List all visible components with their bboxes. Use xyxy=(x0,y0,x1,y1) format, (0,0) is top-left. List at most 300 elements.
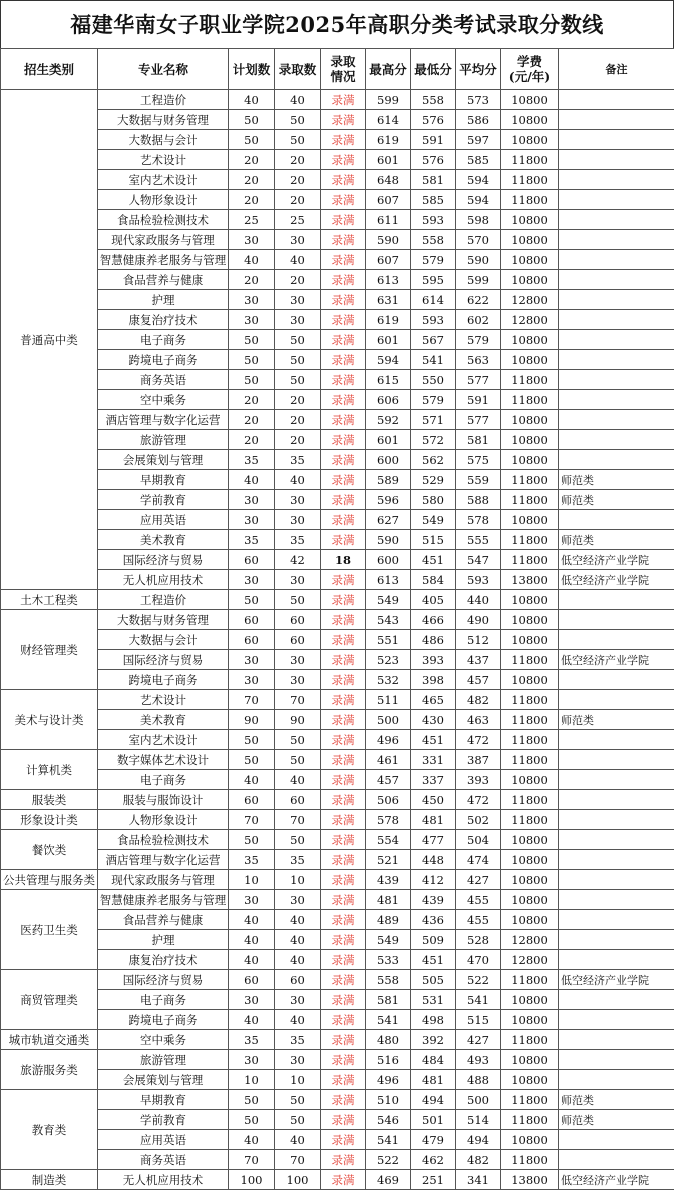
max-cell: 496 xyxy=(366,1070,411,1090)
min-cell: 591 xyxy=(411,130,456,150)
max-cell: 489 xyxy=(366,910,411,930)
status-cell: 录满 xyxy=(321,490,366,510)
major-cell: 学前教育 xyxy=(98,490,229,510)
status-cell: 录满 xyxy=(321,190,366,210)
major-cell: 现代家政服务与管理 xyxy=(98,230,229,250)
table-row xyxy=(1,1110,674,1130)
tuition-cell: 11800 xyxy=(501,490,559,510)
admitted-cell: 50 xyxy=(275,590,321,610)
tuition-cell: 10800 xyxy=(501,1010,559,1030)
admitted-cell: 60 xyxy=(275,630,321,650)
plan-cell: 50 xyxy=(229,330,275,350)
plan-cell: 30 xyxy=(229,1050,275,1070)
status-cell: 录满 xyxy=(321,270,366,290)
note-cell xyxy=(559,1010,674,1030)
max-cell: 496 xyxy=(366,730,411,750)
tuition-cell: 10800 xyxy=(501,770,559,790)
category-cell: 土木工程类 xyxy=(1,590,98,610)
plan-cell: 30 xyxy=(229,670,275,690)
max-cell: 578 xyxy=(366,810,411,830)
note-cell: 师范类 xyxy=(559,710,674,730)
plan-cell: 60 xyxy=(229,630,275,650)
status-cell: 录满 xyxy=(321,610,366,630)
status-cell: 录满 xyxy=(321,370,366,390)
table-row xyxy=(1,170,674,190)
header-avg: 平均分 xyxy=(456,49,501,90)
max-cell: 533 xyxy=(366,950,411,970)
note-cell xyxy=(559,170,674,190)
status-cell: 录满 xyxy=(321,210,366,230)
max-cell: 601 xyxy=(366,330,411,350)
major-cell: 大数据与财务管理 xyxy=(98,110,229,130)
status-cell: 录满 xyxy=(321,310,366,330)
admitted-cell: 40 xyxy=(275,770,321,790)
max-cell: 549 xyxy=(366,590,411,610)
note-cell xyxy=(559,290,674,310)
avg-cell: 622 xyxy=(456,290,501,310)
max-cell: 469 xyxy=(366,1170,411,1190)
avg-cell: 602 xyxy=(456,310,501,330)
min-cell: 251 xyxy=(411,1170,456,1190)
status-cell: 录满 xyxy=(321,630,366,650)
plan-cell: 50 xyxy=(229,730,275,750)
table-row xyxy=(1,590,674,610)
max-cell: 589 xyxy=(366,470,411,490)
plan-cell: 60 xyxy=(229,790,275,810)
tuition-cell: 11800 xyxy=(501,470,559,490)
admitted-cell: 70 xyxy=(275,1150,321,1170)
admitted-cell: 20 xyxy=(275,390,321,410)
max-cell: 581 xyxy=(366,990,411,1010)
table-row xyxy=(1,810,674,830)
major-cell: 大数据与财务管理 xyxy=(98,610,229,630)
category-cell: 制造类 xyxy=(1,1170,98,1190)
tuition-cell: 10800 xyxy=(501,410,559,430)
min-cell: 567 xyxy=(411,330,456,350)
min-cell: 398 xyxy=(411,670,456,690)
header-min: 最低分 xyxy=(411,49,456,90)
major-cell: 空中乘务 xyxy=(98,1030,229,1050)
note-cell xyxy=(559,250,674,270)
note-cell xyxy=(559,310,674,330)
admitted-cell: 60 xyxy=(275,610,321,630)
note-cell xyxy=(559,670,674,690)
min-cell: 558 xyxy=(411,90,456,110)
min-cell: 331 xyxy=(411,750,456,770)
plan-cell: 50 xyxy=(229,590,275,610)
min-cell: 595 xyxy=(411,270,456,290)
table-row xyxy=(1,1050,674,1070)
major-cell: 艺术设计 xyxy=(98,690,229,710)
avg-cell: 577 xyxy=(456,370,501,390)
plan-cell: 30 xyxy=(229,290,275,310)
tuition-cell: 12800 xyxy=(501,930,559,950)
admitted-cell: 20 xyxy=(275,150,321,170)
note-cell: 师范类 xyxy=(559,490,674,510)
avg-cell: 482 xyxy=(456,1150,501,1170)
min-cell: 501 xyxy=(411,1110,456,1130)
max-cell: 601 xyxy=(366,150,411,170)
min-cell: 584 xyxy=(411,570,456,590)
status-cell: 录满 xyxy=(321,430,366,450)
admitted-cell: 50 xyxy=(275,1090,321,1110)
avg-cell: 427 xyxy=(456,870,501,890)
min-cell: 481 xyxy=(411,1070,456,1090)
plan-cell: 35 xyxy=(229,450,275,470)
plan-cell: 50 xyxy=(229,350,275,370)
category-cell: 计算机类 xyxy=(1,750,98,790)
note-cell xyxy=(559,610,674,630)
status-cell: 录满 xyxy=(321,150,366,170)
max-cell: 601 xyxy=(366,430,411,450)
note-cell xyxy=(559,690,674,710)
note-cell: 师范类 xyxy=(559,530,674,550)
admitted-cell: 40 xyxy=(275,250,321,270)
status-cell: 录满 xyxy=(321,130,366,150)
category-cell: 财经管理类 xyxy=(1,610,98,690)
tuition-cell: 11800 xyxy=(501,810,559,830)
plan-cell: 50 xyxy=(229,830,275,850)
avg-cell: 598 xyxy=(456,210,501,230)
plan-cell: 40 xyxy=(229,250,275,270)
plan-cell: 30 xyxy=(229,310,275,330)
max-cell: 615 xyxy=(366,370,411,390)
note-cell xyxy=(559,130,674,150)
avg-cell: 547 xyxy=(456,550,501,570)
major-cell: 商务英语 xyxy=(98,370,229,390)
avg-cell: 577 xyxy=(456,410,501,430)
major-cell: 康复治疗技术 xyxy=(98,310,229,330)
admitted-cell: 30 xyxy=(275,510,321,530)
tuition-cell: 10800 xyxy=(501,270,559,290)
admitted-cell: 30 xyxy=(275,290,321,310)
note-cell xyxy=(559,590,674,610)
tuition-cell: 11800 xyxy=(501,1110,559,1130)
note-cell xyxy=(559,1150,674,1170)
major-cell: 早期教育 xyxy=(98,470,229,490)
max-cell: 511 xyxy=(366,690,411,710)
table-row xyxy=(1,890,674,910)
min-cell: 462 xyxy=(411,1150,456,1170)
admitted-cell: 30 xyxy=(275,230,321,250)
max-cell: 480 xyxy=(366,1030,411,1050)
tuition-cell: 10800 xyxy=(501,830,559,850)
min-cell: 481 xyxy=(411,810,456,830)
max-cell: 554 xyxy=(366,830,411,850)
tuition-cell: 10800 xyxy=(501,590,559,610)
min-cell: 466 xyxy=(411,610,456,630)
tuition-cell: 12800 xyxy=(501,290,559,310)
status-cell: 录满 xyxy=(321,950,366,970)
note-cell xyxy=(559,630,674,650)
table-row xyxy=(1,470,674,490)
plan-cell: 30 xyxy=(229,990,275,1010)
avg-cell: 470 xyxy=(456,950,501,970)
table-row xyxy=(1,750,674,770)
table-row xyxy=(1,730,674,750)
plan-cell: 40 xyxy=(229,910,275,930)
min-cell: 412 xyxy=(411,870,456,890)
avg-cell: 455 xyxy=(456,910,501,930)
status-cell: 录满 xyxy=(321,770,366,790)
avg-cell: 515 xyxy=(456,1010,501,1030)
avg-cell: 559 xyxy=(456,470,501,490)
status-cell: 录满 xyxy=(321,730,366,750)
note-cell xyxy=(559,410,674,430)
max-cell: 590 xyxy=(366,530,411,550)
admitted-cell: 30 xyxy=(275,890,321,910)
plan-cell: 50 xyxy=(229,750,275,770)
tuition-cell: 11800 xyxy=(501,170,559,190)
note-cell: 低空经济产业学院 xyxy=(559,970,674,990)
avg-cell: 490 xyxy=(456,610,501,630)
status-cell: 录满 xyxy=(321,450,366,470)
plan-cell: 20 xyxy=(229,190,275,210)
status-cell: 录满 xyxy=(321,1150,366,1170)
plan-cell: 40 xyxy=(229,1010,275,1030)
plan-cell: 60 xyxy=(229,550,275,570)
admitted-cell: 30 xyxy=(275,990,321,1010)
major-cell: 学前教育 xyxy=(98,1110,229,1130)
note-cell xyxy=(559,270,674,290)
status-cell: 录满 xyxy=(321,650,366,670)
table-row xyxy=(1,330,674,350)
status-cell: 录满 xyxy=(321,910,366,930)
plan-cell: 20 xyxy=(229,410,275,430)
max-cell: 596 xyxy=(366,490,411,510)
note-cell: 低空经济产业学院 xyxy=(559,1170,674,1190)
table-row xyxy=(1,1170,674,1190)
category-cell: 医药卫生类 xyxy=(1,890,98,970)
plan-cell: 20 xyxy=(229,430,275,450)
admitted-cell: 50 xyxy=(275,110,321,130)
note-cell xyxy=(559,350,674,370)
table-row xyxy=(1,1090,674,1110)
plan-cell: 60 xyxy=(229,970,275,990)
plan-cell: 35 xyxy=(229,1030,275,1050)
tuition-cell: 10800 xyxy=(501,110,559,130)
major-cell: 食品检验检测技术 xyxy=(98,830,229,850)
min-cell: 436 xyxy=(411,910,456,930)
category-cell: 形象设计类 xyxy=(1,810,98,830)
table-row xyxy=(1,650,674,670)
max-cell: 541 xyxy=(366,1010,411,1030)
table-row xyxy=(1,370,674,390)
table-row xyxy=(1,830,674,850)
table-body xyxy=(1,90,674,1190)
status-cell: 录满 xyxy=(321,230,366,250)
max-cell: 606 xyxy=(366,390,411,410)
min-cell: 531 xyxy=(411,990,456,1010)
plan-cell: 40 xyxy=(229,470,275,490)
major-cell: 无人机应用技术 xyxy=(98,1170,229,1190)
status-cell: 录满 xyxy=(321,590,366,610)
table-row xyxy=(1,870,674,890)
note-cell xyxy=(559,150,674,170)
max-cell: 532 xyxy=(366,670,411,690)
table-row xyxy=(1,570,674,590)
status-cell: 录满 xyxy=(321,530,366,550)
tuition-cell: 10800 xyxy=(501,890,559,910)
note-cell xyxy=(559,790,674,810)
note-cell xyxy=(559,870,674,890)
avg-cell: 341 xyxy=(456,1170,501,1190)
tuition-cell: 10800 xyxy=(501,1050,559,1070)
min-cell: 579 xyxy=(411,250,456,270)
min-cell: 549 xyxy=(411,510,456,530)
admitted-cell: 30 xyxy=(275,570,321,590)
table-row xyxy=(1,270,674,290)
avg-cell: 597 xyxy=(456,130,501,150)
min-cell: 585 xyxy=(411,190,456,210)
max-cell: 590 xyxy=(366,230,411,250)
min-cell: 448 xyxy=(411,850,456,870)
major-cell: 护理 xyxy=(98,290,229,310)
status-cell: 录满 xyxy=(321,350,366,370)
min-cell: 558 xyxy=(411,230,456,250)
avg-cell: 586 xyxy=(456,110,501,130)
max-cell: 551 xyxy=(366,630,411,650)
min-cell: 451 xyxy=(411,550,456,570)
major-cell: 美术教育 xyxy=(98,710,229,730)
major-cell: 室内艺术设计 xyxy=(98,170,229,190)
tuition-cell: 10800 xyxy=(501,210,559,230)
min-cell: 576 xyxy=(411,150,456,170)
admitted-cell: 40 xyxy=(275,90,321,110)
avg-cell: 472 xyxy=(456,790,501,810)
tuition-cell: 10800 xyxy=(501,230,559,250)
note-cell xyxy=(559,1070,674,1090)
tuition-cell: 11800 xyxy=(501,790,559,810)
admitted-cell: 50 xyxy=(275,730,321,750)
min-cell: 486 xyxy=(411,630,456,650)
admitted-cell: 40 xyxy=(275,1010,321,1030)
min-cell: 484 xyxy=(411,1050,456,1070)
tuition-cell: 13800 xyxy=(501,570,559,590)
status-cell: 录满 xyxy=(321,1010,366,1030)
status-cell: 录满 xyxy=(321,970,366,990)
admitted-cell: 10 xyxy=(275,870,321,890)
note-cell xyxy=(559,370,674,390)
min-cell: 337 xyxy=(411,770,456,790)
major-cell: 食品检验检测技术 xyxy=(98,210,229,230)
status-cell: 录满 xyxy=(321,330,366,350)
admitted-cell: 50 xyxy=(275,350,321,370)
table-row xyxy=(1,290,674,310)
avg-cell: 472 xyxy=(456,730,501,750)
tuition-cell: 10800 xyxy=(501,670,559,690)
tuition-cell: 11800 xyxy=(501,1150,559,1170)
status-cell: 录满 xyxy=(321,1070,366,1090)
tuition-cell: 11800 xyxy=(501,690,559,710)
plan-cell: 30 xyxy=(229,230,275,250)
major-cell: 国际经济与贸易 xyxy=(98,550,229,570)
min-cell: 494 xyxy=(411,1090,456,1110)
status-cell: 录满 xyxy=(321,830,366,850)
major-cell: 酒店管理与数字化运营 xyxy=(98,850,229,870)
table-row xyxy=(1,510,674,530)
category-cell: 教育类 xyxy=(1,1090,98,1170)
tuition-cell: 13800 xyxy=(501,1170,559,1190)
admitted-cell: 25 xyxy=(275,210,321,230)
admitted-cell: 90 xyxy=(275,710,321,730)
avg-cell: 474 xyxy=(456,850,501,870)
min-cell: 451 xyxy=(411,950,456,970)
plan-cell: 90 xyxy=(229,710,275,730)
admitted-cell: 40 xyxy=(275,1130,321,1150)
table-row xyxy=(1,670,674,690)
avg-cell: 599 xyxy=(456,270,501,290)
admitted-cell: 50 xyxy=(275,1110,321,1130)
tuition-cell: 11800 xyxy=(501,650,559,670)
min-cell: 550 xyxy=(411,370,456,390)
table-row xyxy=(1,90,674,110)
admitted-cell: 70 xyxy=(275,690,321,710)
major-cell: 旅游管理 xyxy=(98,430,229,450)
major-cell: 跨境电子商务 xyxy=(98,350,229,370)
major-cell: 大数据与会计 xyxy=(98,630,229,650)
note-cell xyxy=(559,190,674,210)
category-cell: 餐饮类 xyxy=(1,830,98,870)
avg-cell: 555 xyxy=(456,530,501,550)
major-cell: 美术教育 xyxy=(98,530,229,550)
note-cell: 师范类 xyxy=(559,1090,674,1110)
plan-cell: 20 xyxy=(229,150,275,170)
min-cell: 450 xyxy=(411,790,456,810)
tuition-cell: 11800 xyxy=(501,1090,559,1110)
note-cell xyxy=(559,730,674,750)
tuition-cell: 11800 xyxy=(501,710,559,730)
tuition-cell: 11800 xyxy=(501,1030,559,1050)
tuition-cell: 10800 xyxy=(501,850,559,870)
plan-cell: 70 xyxy=(229,810,275,830)
admitted-cell: 20 xyxy=(275,430,321,450)
note-cell xyxy=(559,990,674,1010)
max-cell: 600 xyxy=(366,550,411,570)
min-cell: 465 xyxy=(411,690,456,710)
avg-cell: 514 xyxy=(456,1110,501,1130)
max-cell: 648 xyxy=(366,170,411,190)
tuition-cell: 10800 xyxy=(501,910,559,930)
status-cell: 录满 xyxy=(321,1090,366,1110)
plan-cell: 50 xyxy=(229,130,275,150)
max-cell: 546 xyxy=(366,1110,411,1130)
category-cell: 商贸管理类 xyxy=(1,970,98,1030)
status-cell: 录满 xyxy=(321,850,366,870)
header-tuition: 学费 (元/年) xyxy=(501,49,559,90)
table-row xyxy=(1,850,674,870)
plan-cell: 20 xyxy=(229,390,275,410)
note-cell xyxy=(559,750,674,770)
max-cell: 481 xyxy=(366,890,411,910)
tuition-cell: 11800 xyxy=(501,550,559,570)
major-cell: 旅游管理 xyxy=(98,1050,229,1070)
major-cell: 早期教育 xyxy=(98,1090,229,1110)
header-status: 录取 情况 xyxy=(321,49,366,90)
note-cell xyxy=(559,890,674,910)
tuition-cell: 10800 xyxy=(501,90,559,110)
min-cell: 477 xyxy=(411,830,456,850)
min-cell: 541 xyxy=(411,350,456,370)
admitted-cell: 30 xyxy=(275,490,321,510)
major-cell: 艺术设计 xyxy=(98,150,229,170)
status-cell: 录满 xyxy=(321,990,366,1010)
table-row xyxy=(1,1130,674,1150)
status-cell: 录满 xyxy=(321,1030,366,1050)
table-row xyxy=(1,410,674,430)
table-row xyxy=(1,710,674,730)
admitted-cell: 30 xyxy=(275,310,321,330)
